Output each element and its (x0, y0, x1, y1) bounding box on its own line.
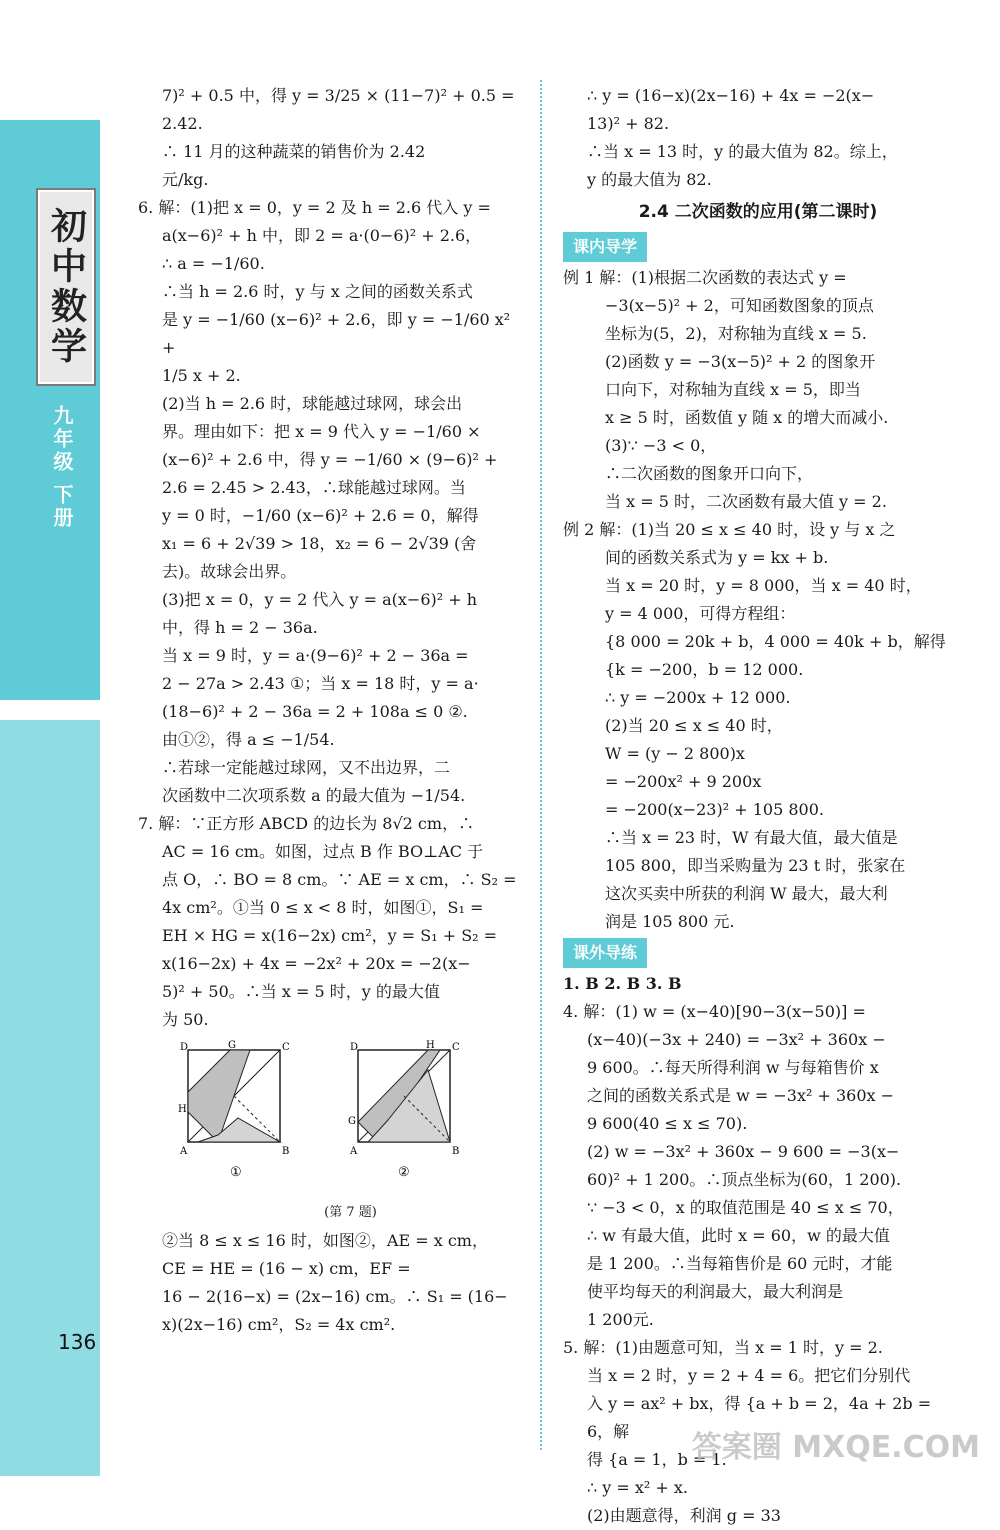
text-line: ∴当 h = 2.6 时，y 与 x 之间的函数关系式 (162, 282, 473, 301)
svg-text:B: B (282, 1146, 290, 1157)
text-line: ∴二次函数的图象开口向下， (605, 464, 814, 483)
column-divider (540, 80, 542, 1450)
text-line: 中，得 h = 2 − 36a. (162, 618, 318, 637)
svg-text:B: B (452, 1146, 460, 1157)
text-line: 16 − 2(16−x) = (2x−16) cm。∴ S₁ = (16− (162, 1287, 508, 1306)
series-title: 初中数学 (45, 207, 87, 367)
text-line: 9 600。∴每天所得利润 w 与每箱售价 x (587, 1058, 879, 1077)
text-line: 1 200元. (587, 1310, 654, 1329)
text-line: (18−6)² + 2 − 36a = 2 + 108a ≤ 0 ②. (162, 702, 468, 721)
text-line: ∴ y = (16−x)(2x−16) + 4x = −2(x− (587, 86, 875, 105)
text-line: W = (y − 2 800)x (605, 744, 745, 763)
text-line: 润是 105 800 元. (605, 912, 735, 931)
text-line: 口向下，对称轴为直线 x = 5，即当 (605, 380, 861, 399)
tag-in-class: 课内导学 (563, 232, 647, 262)
text-line: (2)当 20 ≤ x ≤ 40 时， (605, 716, 783, 735)
example-1-start: 例 1 解：(1)根据二次函数的表达式 y = (563, 268, 847, 287)
svg-text:G: G (348, 1116, 356, 1127)
figure-caption: (第 7 题) (324, 1205, 377, 1220)
svg-text:A: A (180, 1146, 188, 1157)
example-2-start: 例 2 解：(1)当 20 ≤ x ≤ 40 时，设 y 与 x 之 (563, 520, 896, 539)
text-line: 4x cm²。①当 0 ≤ x < 8 时，如图①，S₁ = (162, 898, 484, 917)
svg-text:D: D (350, 1042, 359, 1053)
text-line: ∴ a = −1/60. (162, 254, 265, 273)
text-line: x(16−2x) + 4x = −2x² + 20x = −2(x− (162, 954, 471, 973)
text-line: ∴ w 有最大值，此时 x = 60，w 的最大值 (587, 1226, 890, 1245)
right-column (563, 82, 953, 1530)
text-line: (2)由题意得，利润 g = 33 (587, 1506, 781, 1525)
text-line: 2.6 = 2.45 > 2.43，∴球能越过球网。当 (162, 478, 466, 497)
fig1-label: ① (230, 1165, 242, 1180)
question-6-start: 6. 解：(1)把 x = 0，y = 2 及 h = 2.6 代入 y = (138, 198, 491, 217)
text-line: 点 O，∴ BO = 8 cm。∵ AE = x cm，∴ S₂ = (162, 870, 517, 889)
text-line: x)(2x−16) cm²，S₂ = 4x cm². (162, 1315, 396, 1334)
text-line: 5)² + 50。∴当 x = 5 时，y 的最大值 (162, 982, 440, 1001)
text-line: 坐标为(5，2)，对称轴为直线 x = 5. (605, 324, 867, 343)
text-line: 得 {a = 1，b = 1. (587, 1450, 727, 1469)
svg-text:A: A (350, 1146, 358, 1157)
text-line: 之间的函数关系式是 w = −3x² + 360x − (587, 1086, 895, 1105)
text-line: CE = HE = (16 − x) cm，EF = (162, 1259, 411, 1278)
text-line: −3(x−5)² + 2，可知函数图象的顶点 (605, 296, 874, 315)
text-line: ∴当 x = 23 时，W 有最大值，最大值是 (605, 828, 898, 847)
text-line: x₁ = 6 + 2√39 > 18，x₂ = 6 − 2√39 (舍 (162, 534, 477, 553)
text-line: 2 − 27a > 2.43 ①；当 x = 18 时，y = a· (162, 674, 479, 693)
svg-text:H: H (426, 1040, 435, 1051)
text-line: ∵ −3 < 0，x 的取值范围是 40 ≤ x ≤ 70， (587, 1198, 904, 1217)
text-line: 间的函数关系式为 y = kx + b. (605, 548, 829, 567)
text-line: AC = 16 cm。如图，过点 B 作 BO⊥AC 于 (162, 842, 484, 861)
text-line: 入 y = ax² + bx，得 {a + b = 2，4a + 2b = 6，解 (587, 1394, 932, 1441)
text-line: 是 1 200。∴当每箱售价是 60 元时，才能 (587, 1254, 893, 1273)
text-line: (x−40)(−3x + 240) = −3x² + 360x − (587, 1030, 886, 1049)
text-line: (3)把 x = 0，y = 2 代入 y = a(x−6)² + h (162, 590, 478, 609)
svg-text:C: C (282, 1042, 290, 1053)
text-line: y 的最大值为 82. (587, 170, 712, 189)
text-line: 105 800，即当采购量为 23 t 时，张家在 (605, 856, 906, 875)
text-line: 60)² + 1 200。∴顶点坐标为(60，1 200). (587, 1170, 902, 1189)
text-line: 当 x = 20 时，y = 8 000，当 x = 40 时， (605, 576, 922, 595)
text-line: 当 x = 5 时，二次函数有最大值 y = 2. (605, 492, 887, 511)
sidebar (0, 0, 130, 1476)
text-line: 使平均每天的利润最大，最大利润是 (587, 1282, 844, 1301)
text-line: 1/5 x + 2. (162, 366, 241, 385)
figure-7 (178, 1040, 523, 1227)
text-line: 13)² + 82. (587, 114, 670, 133)
question-4-start: 4. 解：(1) w = (x−40)[90−3(x−50)] = (563, 1002, 866, 1021)
question-5-start: 5. 解：(1)由题意可知，当 x = 1 时，y = 2. (563, 1338, 883, 1357)
text-line: y = 4 000，可得方程组： (605, 604, 796, 623)
text-line: (2)当 h = 2.6 时，球能越过球网，球会出 (162, 394, 463, 413)
answers-1-3: 1. B 2. B 3. B (563, 974, 682, 993)
watermark-logo: 答案圈 MXQE.COM (691, 1430, 980, 1465)
svg-text:H: H (178, 1104, 187, 1115)
figure-2 (348, 1040, 460, 1157)
text-line: x ≥ 5 时，函数值 y 随 x 的增大而减小. (605, 408, 889, 427)
text-line: 2.42. (162, 114, 203, 133)
text-line: (x−6)² + 2.6 中，得 y = −1/60 × (9−6)² + (162, 450, 498, 469)
text-line: 次函数中二次项系数 a 的最大值为 −1/54. (162, 786, 466, 805)
text-line: (2) w = −3x² + 360x − 9 600 = −3(x− (587, 1142, 900, 1161)
text-line: (2)函数 y = −3(x−5)² + 2 的图象开 (605, 352, 876, 371)
text-line: 由①②，得 a ≤ −1/54. (162, 730, 335, 749)
sidebar-band-bottom (0, 720, 100, 1476)
square-diagrams (178, 1040, 478, 1190)
left-column (138, 82, 523, 1339)
text-line: = −200(x−23)² + 105 800. (605, 800, 824, 819)
tag-after-class: 课外导练 (563, 938, 647, 968)
text-line: 是 y = −1/60 (x−6)² + 2.6，即 y = −1/60 x² + (162, 310, 511, 357)
figure-1 (178, 1040, 290, 1157)
fig2-label: ② (398, 1165, 410, 1180)
text-line: a(x−6)² + h 中，即 2 = a·(0−6)² + 2.6， (162, 226, 482, 245)
text-line: ②当 8 ≤ x ≤ 16 时，如图②，AE = x cm， (162, 1231, 488, 1250)
svg-text:D: D (180, 1042, 189, 1053)
text-line: 9 600(40 ≤ x ≤ 70). (587, 1114, 748, 1133)
text-line: 这次买卖中所获的利润 W 最大，最大利 (605, 884, 888, 903)
page-number: 136 (58, 1330, 97, 1354)
text-line: ∴ y = −200x + 12 000. (605, 688, 791, 707)
text-line: y = 0 时，−1/60 (x−6)² + 2.6 = 0，解得 (162, 506, 479, 525)
text-line: ∴ y = x² + x. (587, 1478, 689, 1497)
text-line: 元/kg. (162, 170, 209, 189)
series-title-box (38, 190, 94, 384)
text-line: 界。理由如下：把 x = 9 代入 y = −1/60 × (162, 422, 481, 441)
svg-text:C: C (452, 1042, 460, 1053)
text-line: ∴ 11 月的这种蔬菜的销售价为 2.42 (162, 142, 426, 161)
section-title: 2.4 二次函数的应用(第二课时) (638, 202, 878, 222)
question-7-start: 7. 解：∵正方形 ABCD 的边长为 8√2 cm，∴ (138, 814, 475, 833)
svg-text:G: G (228, 1040, 236, 1051)
text-line: 当 x = 9 时，y = a·(9−6)² + 2 − 36a = (162, 646, 469, 665)
text-line: ∴若球一定能越过球网，又不出边界，二 (162, 758, 451, 777)
text-line: 当 x = 2 时，y = 2 + 4 = 6。把它们分别代 (587, 1366, 911, 1385)
text-line: EH × HG = x(16−2x) cm²，y = S₁ + S₂ = (162, 926, 498, 945)
grade-label: 九年级 下册 (50, 405, 74, 530)
text-line: 去)。故球会出界。 (162, 562, 297, 581)
text-line: ∴当 x = 13 时，y 的最大值为 82。综上， (587, 142, 898, 161)
text-line: {8 000 = 20k + b，4 000 = 40k + b，解得 {k = −200，b = 12 000. (605, 632, 946, 679)
text-line: 7)² + 0.5 中，得 y = 3/25 × (11−7)² + 0.5 = (162, 86, 515, 105)
text-line: (3)∵ −3 < 0， (605, 436, 717, 455)
text-line: 为 50. (162, 1010, 209, 1029)
text-line: = −200x² + 9 200x (605, 772, 762, 791)
